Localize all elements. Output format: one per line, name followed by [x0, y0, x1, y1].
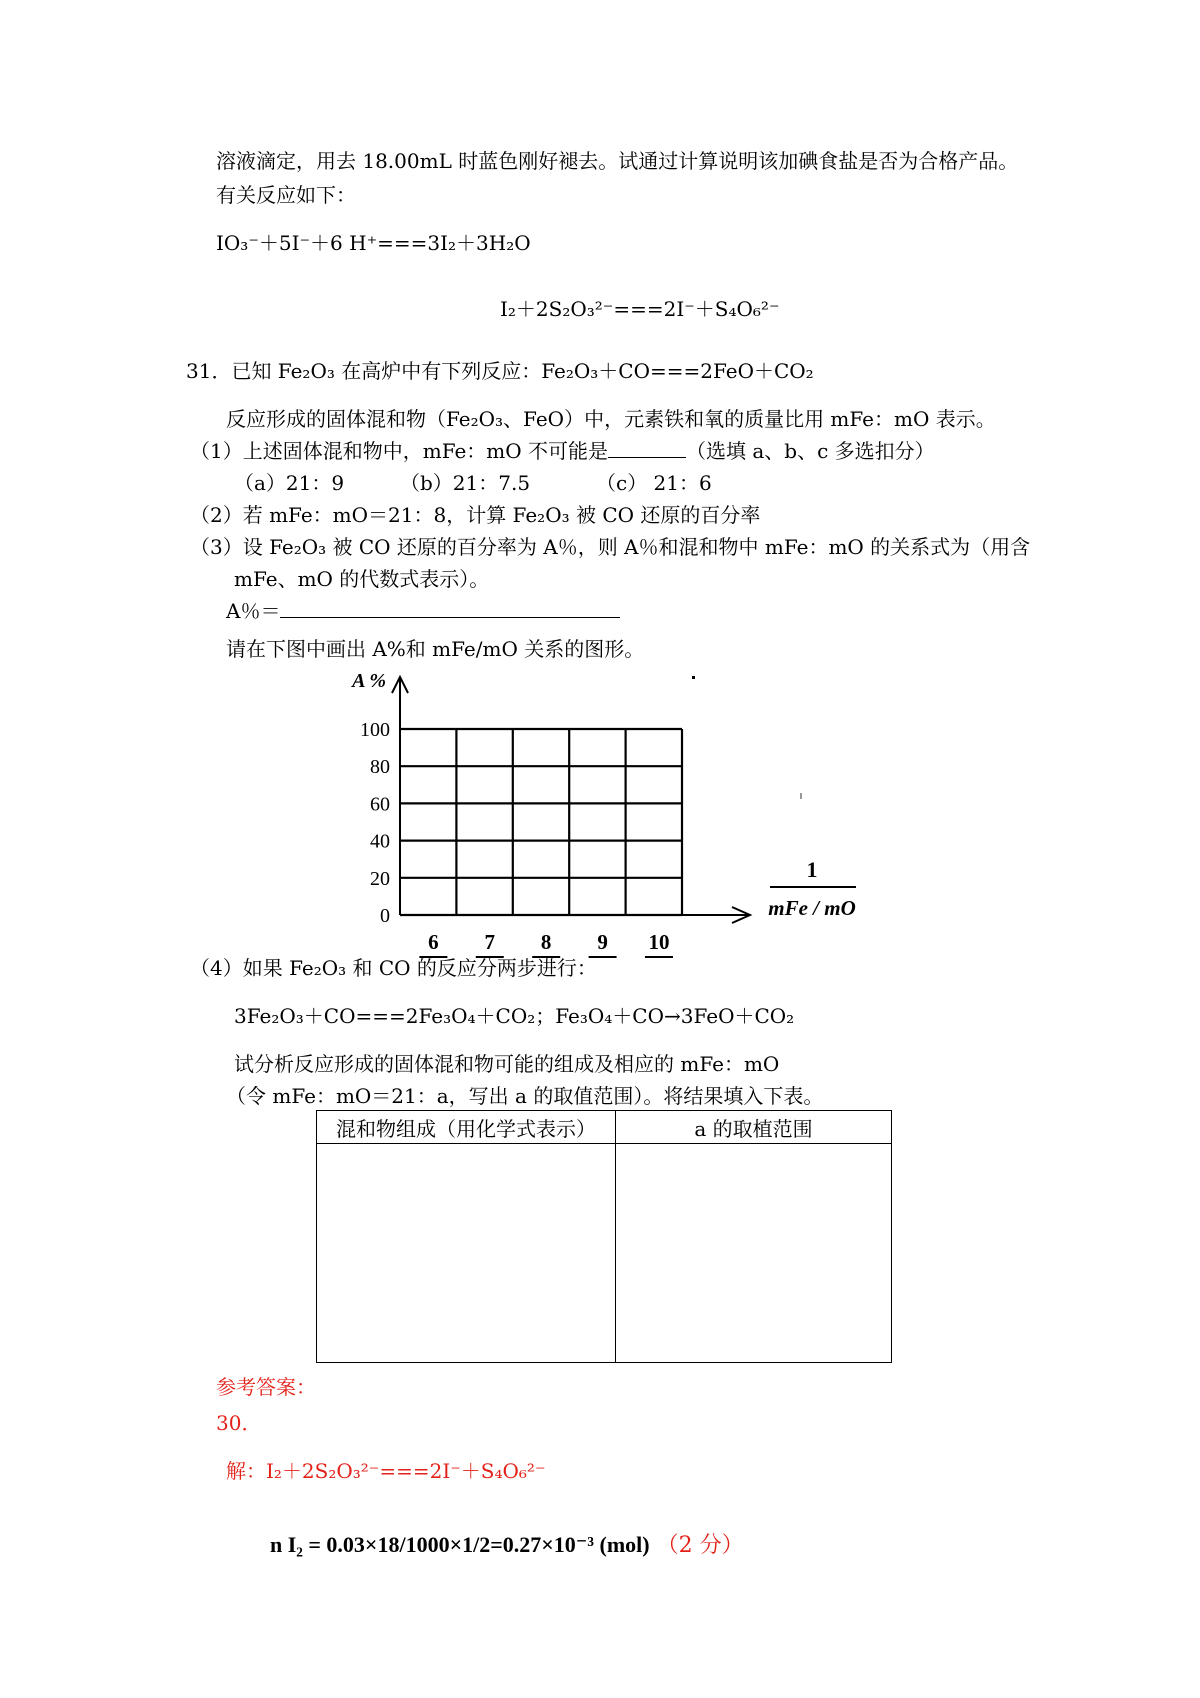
q31-part1-blank[interactable] [608, 439, 686, 458]
q31-part3-line2: mFe、mO 的代数式表示）。 [234, 567, 490, 591]
q31-part3-answer [226, 598, 620, 624]
q31-part4-equation: 3Fe₂O₃＋CO===2Fe₃O₄＋CO₂；Fe₃O₄＋CO→3FeO＋CO₂ [234, 1004, 795, 1028]
q31-part4-line2: （令 mFe：mO＝21：a，写出 a 的取值范围）。将结果填入下表。 [226, 1084, 824, 1108]
q30-eq2: I₂＋2S₂O₃²⁻===2I⁻＋S₄O₆²⁻ [500, 297, 780, 321]
answers-heading: 参考答案： [216, 1375, 316, 1399]
answers-calculation-line [270, 1532, 744, 1559]
x-axis-label-denominator: mFe / mO [768, 896, 856, 920]
q31-part4: （4）如果 Fe₂O₃ 和 CO 的反应分两步进行： [190, 956, 597, 980]
q31-part1-tail: （选填 a、b、c 多选扣分） [686, 439, 935, 463]
graph-axes [392, 677, 750, 923]
scan-mark [800, 793, 802, 799]
x-tick-denominator [648, 964, 669, 965]
q31-intro: 31．已知 Fe₂O₃ 在高炉中有下列反应：Fe₂O₃＋CO===2FeO＋CO₂ [186, 359, 814, 383]
q31-part3-line1: （3）设 Fe₂O₃ 被 CO 还原的百分率为 A％，则 A％和混和物中 mFe：mO 的关系式为（用含 [190, 535, 1031, 559]
x-tick-numerator: 9 [597, 930, 608, 954]
q31-part3-draw-instruction: 请在下图中画出 A%和 mFe/mO 关系的图形。 [226, 637, 645, 661]
q31-part3-answer-label: A％＝ [226, 599, 281, 623]
q31-part1-text: （1）上述固体混和物中，mFe：mO 不可能是 [190, 439, 609, 463]
q30-line1: 溶液滴定，用去 18.00mL 时蓝色刚好褪去。试通过计算说明该加碘食盐是否为合格产品。 [216, 149, 1019, 173]
answer-table-header-row [317, 1111, 892, 1144]
q30-eq1: IO₃⁻＋5I⁻＋6 H⁺===3I₂＋3H₂O [216, 231, 531, 255]
answers-question-number: 30． [216, 1411, 262, 1435]
q31-context: 反应形成的固体混和物（Fe₂O₃、FeO）中，元素铁和氧的质量比用 mFe：mO 表示。 [226, 407, 996, 431]
y-tick-label: 0 [380, 905, 390, 927]
q31-part3-answer-blank[interactable] [280, 599, 620, 618]
y-tick-label: 40 [370, 830, 390, 853]
q31-option-c: （c） 21：6 [596, 471, 712, 495]
q31-part1 [190, 438, 935, 464]
y-tick-label: 100 [360, 719, 390, 741]
scan-dot [692, 676, 695, 679]
answer-cell-composition[interactable] [317, 1144, 616, 1363]
graph-labels [350, 670, 856, 965]
x-tick-numerator: 10 [648, 930, 670, 954]
x-tick-numerator: 7 [484, 930, 496, 954]
y-tick-label: 20 [370, 867, 390, 890]
answers-solution-equation: 解：I₂＋2S₂O₃²⁻===2I⁻＋S₄O₆²⁻ [226, 1459, 546, 1483]
y-tick-label: 60 [370, 793, 390, 816]
x-tick-numerator: 8 [540, 930, 552, 954]
answers-score: （2 分） [656, 1533, 744, 1558]
q31-option-a: （a）21：9 [234, 471, 345, 495]
answer-table-row [317, 1144, 892, 1363]
y-axis-label: A % [352, 670, 386, 692]
answer-table [316, 1110, 892, 1363]
y-tick-label: 80 [370, 756, 390, 779]
answer-cell-range[interactable] [616, 1144, 892, 1363]
answers-calculation: n I₂ = 0.03×18/1000×1/2=0.27×10⁻³ (mol) [270, 1532, 650, 1557]
answer-table-header-range: a 的取植范围 [616, 1111, 892, 1144]
q31-part2: （2）若 mFe：mO＝21：8，计算 Fe₂O₃ 被 CO 还原的百分率 [190, 503, 761, 527]
x-axis-label-numerator: 1 [806, 857, 818, 882]
answer-table-header-composition: 混和物组成（用化学式表示） [317, 1111, 616, 1144]
x-tick-numerator: 6 [428, 930, 439, 954]
graph-grid [400, 729, 682, 915]
q31-part4-line1: 试分析反应形成的固体混和物可能的组成及相应的 mFe：mO [234, 1052, 780, 1076]
a-percent-graph[interactable] [330, 665, 870, 965]
q31-option-b: （b）21：7.5 [400, 471, 531, 495]
q30-line2: 有关反应如下： [216, 183, 356, 207]
